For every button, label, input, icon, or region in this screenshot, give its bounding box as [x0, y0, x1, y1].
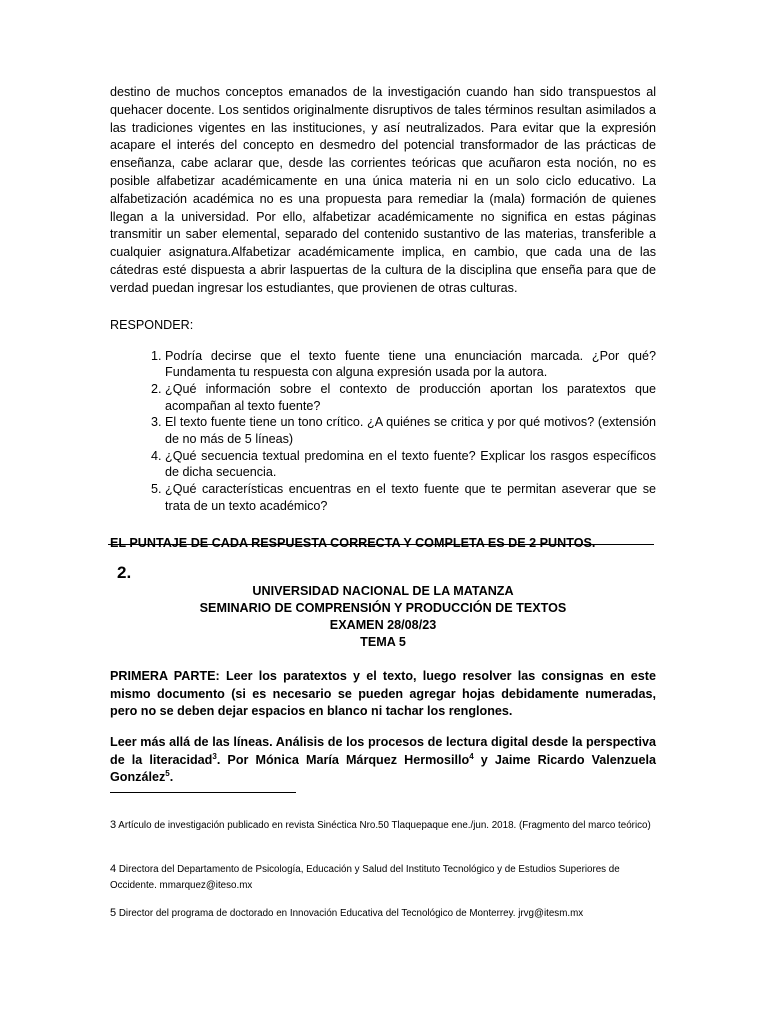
footnote-ref: 4: [469, 751, 474, 761]
article-author-1: . Por Mónica María Márquez Hermosillo: [216, 752, 470, 767]
seminar-name: SEMINARIO DE COMPRENSIÓN Y PRODUCCIÓN DE TEXTOS: [199, 601, 567, 615]
footnote-text: Director del programa de doctorado en Innovación Educativa del Tecnológico de Monterrey. jrvg@itesm.mx: [116, 908, 584, 919]
footnote-number: 5: [110, 907, 117, 919]
exam-header: [110, 583, 656, 651]
question-item: 1. Podría decirse que el texto fuente tiene una enunciación marcada. ¿Por qué? Fundamenta tu respuesta con alguna expresión usada por la autora.: [165, 348, 656, 381]
footnote-ref: 3: [212, 751, 217, 761]
score-note: EL PUNTAJE DE CADA RESPUESTA CORRECTA Y COMPLETA ES DE 2 PUNTOS.: [110, 535, 596, 550]
article-title: [110, 734, 656, 787]
footnote-4: [110, 862, 660, 893]
footnote-separator: [110, 792, 296, 793]
question-item: 5. ¿Qué características encuentras en el texto fuente que te permitan aseverar que se trata de un texto académico?: [165, 481, 656, 514]
university-name: UNIVERSIDAD NACIONAL DE LA MATANZA: [252, 584, 514, 598]
footnote-3: [110, 818, 660, 834]
footnote-text: Artículo de investigación publicado en revista Sinéctica Nro.50 Tlaquepaque ene./jun. 2018. (Fragmento del marco teórico): [116, 820, 651, 831]
article-author-2: y Jaime Ricardo Valenzuela González: [110, 752, 657, 784]
footnote-text: Directora del Departamento de Psicología, Educación y Salud del Instituto Tecnológico y de Estudios Superiores de Occidente. mmarquez@iteso.mx: [110, 864, 620, 891]
exam-theme: TEMA 5: [360, 635, 406, 649]
section-divider: [108, 544, 654, 545]
respond-label: RESPONDER:: [110, 317, 194, 332]
intro-paragraph: destino de muchos conceptos emanados de la investigación cuando han sido transpuestos al quehacer docente. Los sentidos originalmente disruptivos de tales términos resultan asimilados a las tradiciones vigentes en las instituciones, y así neutralizados. Para evitar que la expresión acapare el interés del concepto en desmedro del potencial transformador de las prácticas de enseñanza, cabe aclarar que, desde las corrientes teóricas que acuñaron esta noción, no es posible alfabetizar académicamente en una única materia ni en un solo ciclo educativo. La alfabetización académica no es una propuesta para remediar la (mala) formación de quienes llegan a la universidad. Por ello, alfabetizar académicamente no significa en estas páginas transmitir un saber elemental, separado del contenido sustantivo de las materias, transferible a cualquier asignatura.Alfabetizar académicamente implica, en cambio, que cada una de las cátedras esté dispuesta a abrir laspuertas de la cultura de la disciplina que enseña para que de verdad puedan ingresar los estudiantes, que provienen de otras culturas.: [110, 85, 656, 295]
article-title-end: .: [169, 770, 174, 784]
section-number: 2.: [117, 563, 132, 582]
footnote-5: [110, 906, 660, 922]
part-one-instructions: PRIMERA PARTE: Leer los paratextos y el texto, luego resolver las consignas en este mismo documento (si es necesario se pueden agregar hojas debidamente numeradas, pero no se deben dejar espacios en blanco ni tachar los renglones.: [110, 669, 656, 718]
document-top-section: [110, 84, 656, 550]
footnote-number: 4: [110, 863, 117, 875]
article-title-text: Leer más allá de las líneas. Análisis de los procesos de lectura digital desde la perspectiva de la literacidad: [110, 735, 656, 767]
question-item: 2. ¿Qué información sobre el contexto de producción aportan los paratextos que acompañan al texto fuente?: [165, 381, 656, 414]
exam-date: EXAMEN 28/08/23: [329, 618, 437, 632]
footnote-number: 3: [110, 819, 117, 831]
footnote-ref: 5: [165, 768, 170, 778]
questions-list: [110, 348, 656, 515]
question-item: 3. El texto fuente tiene un tono crítico. ¿A quiénes se critica y por qué motivos? (extensión de no más de 5 líneas): [165, 414, 656, 447]
question-item: 4. ¿Qué secuencia textual predomina en el texto fuente? Explicar los rasgos específicos de dicha secuencia.: [165, 448, 656, 481]
